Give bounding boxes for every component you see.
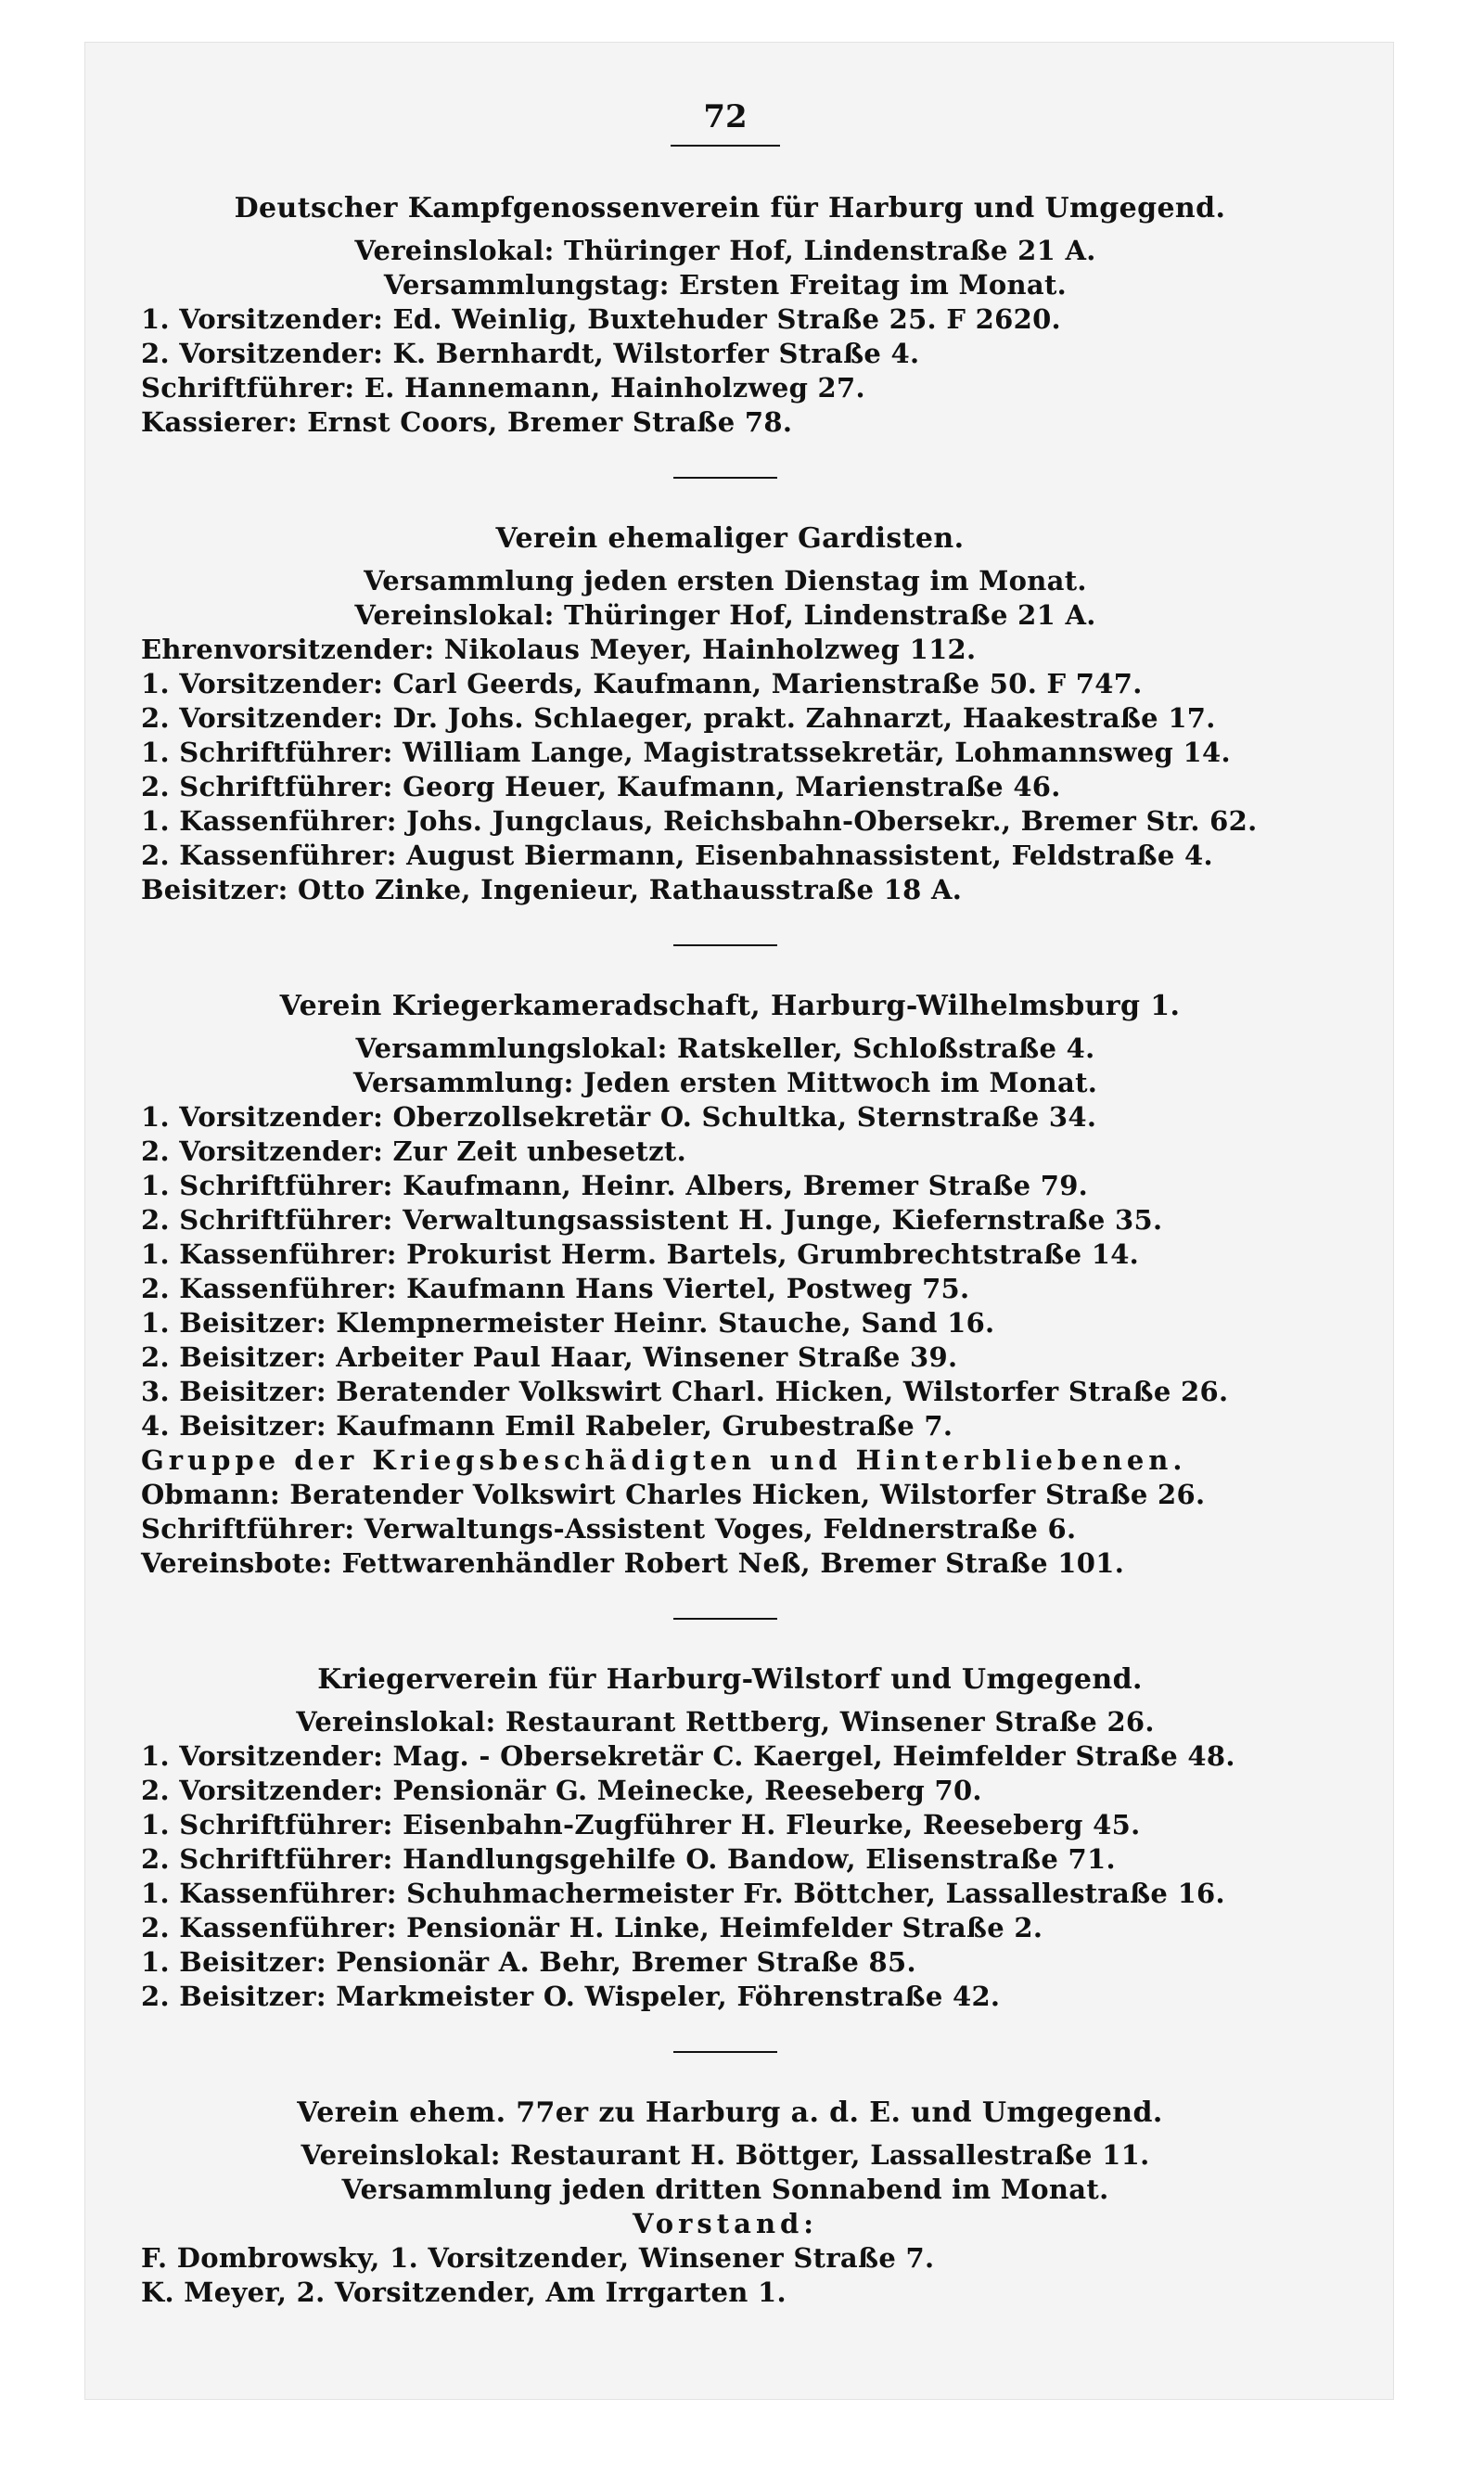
entry-line: 1. Kassenführer: Johs. Jungclaus, Reichsbahn-Obersekr., Bremer Str. 62. bbox=[141, 805, 1258, 837]
entry-line: 1. Beisitzer: Klempnermeister Heinr. Stauche, Sand 16. bbox=[141, 1307, 995, 1339]
entry-line: Vereinslokal: Thüringer Hof, Lindenstraße 21 A. bbox=[354, 235, 1096, 266]
entry-line: Versammlung: Jeden ersten Mittwoch im Monat. bbox=[352, 1067, 1098, 1098]
section-divider bbox=[673, 1618, 777, 1620]
entry-line: F. Dombrowsky, 1. Vorsitzender, Winsener Straße 7. bbox=[141, 2242, 935, 2274]
entry-line: Versammlung jeden ersten Dienstag im Monat. bbox=[364, 565, 1087, 596]
entry-line: Schriftführer: Verwaltungs-Assistent Voges, Feldnerstraße 6. bbox=[141, 1513, 1077, 1545]
association-list bbox=[141, 191, 1347, 2310]
entry-line: Vereinslokal: Restaurant Rettberg, Winsener Straße 26. bbox=[296, 1706, 1155, 1738]
page-number-rule bbox=[671, 145, 780, 147]
entry-line: 2. Kassenführer: Kaufmann Hans Viertel, Postweg 75. bbox=[141, 1273, 970, 1304]
association-section bbox=[141, 191, 1347, 440]
entry-line: 2. Beisitzer: Arbeiter Paul Haar, Winsener Straße 39. bbox=[141, 1341, 958, 1373]
entry-line: Obmann: Beratender Volkswirt Charles Hicken, Wilstorfer Straße 26. bbox=[141, 1479, 1206, 1510]
entry-line: Vorstand: bbox=[632, 2208, 819, 2239]
section-divider bbox=[673, 944, 777, 946]
association-section bbox=[141, 989, 1347, 1581]
association-title: Deutscher Kampfgenossenverein für Harburg und Umgegend. bbox=[234, 192, 1226, 224]
association-title: Kriegerverein für Harburg-Wilstorf und Umgegend. bbox=[317, 1663, 1143, 1696]
entry-line: 1. Kassenführer: Schuhmachermeister Fr. Böttcher, Lassallestraße 16. bbox=[141, 1878, 1225, 1909]
entry-line: 1. Kassenführer: Prokurist Herm. Bartels, Grumbrechtstraße 14. bbox=[141, 1238, 1140, 1270]
entry-line: Vereinsbote: Fettwarenhändler Robert Neß, Bremer Straße 101. bbox=[141, 1547, 1125, 1579]
entry-line: 2. Kassenführer: August Biermann, Eisenbahnassistent, Feldstraße 4. bbox=[141, 840, 1213, 871]
entry-line: Ehrenvorsitzender: Nikolaus Meyer, Hainholzweg 112. bbox=[141, 634, 977, 665]
entry-line: 2. Vorsitzender: Dr. Johs. Schlaeger, prakt. Zahnarzt, Haakestraße 17. bbox=[141, 702, 1216, 734]
entry-line: 2. Beisitzer: Markmeister O. Wispeler, Föhrenstraße 42. bbox=[141, 1981, 1001, 2012]
entry-line: 1. Vorsitzender: Ed. Weinlig, Buxtehuder Straße 25. F 2620. bbox=[141, 303, 1061, 335]
entry-line: 1. Beisitzer: Pensionär A. Behr, Bremer Straße 85. bbox=[141, 1946, 916, 1978]
entry-line: 3. Beisitzer: Beratender Volkswirt Charl. Hicken, Wilstorfer Straße 26. bbox=[141, 1376, 1229, 1407]
entry-line: 2. Schriftführer: Georg Heuer, Kaufmann, Marienstraße 46. bbox=[141, 771, 1061, 802]
association-section bbox=[141, 2096, 1347, 2310]
entry-line: 2. Schriftführer: Handlungsgehilfe O. Bandow, Elisenstraße 71. bbox=[141, 1843, 1116, 1875]
entry-line: Gruppe der Kriegsbeschädigten und Hinterbliebenen. bbox=[141, 1444, 1187, 1476]
entry-line: Vereinslokal: Restaurant H. Böttger, Lassallestraße 11. bbox=[301, 2139, 1150, 2171]
entry-line: 1. Vorsitzender: Oberzollsekretär O. Schultka, Sternstraße 34. bbox=[141, 1101, 1097, 1133]
entry-line: Vereinslokal: Thüringer Hof, Lindenstraße 21 A. bbox=[354, 599, 1096, 631]
entry-line: 1. Schriftführer: Kaufmann, Heinr. Albers, Bremer Straße 79. bbox=[141, 1170, 1089, 1201]
document-page bbox=[85, 43, 1393, 2399]
entry-line: 1. Vorsitzender: Carl Geerds, Kaufmann, Marienstraße 50. F 747. bbox=[141, 668, 1143, 699]
entry-line: 2. Schriftführer: Verwaltungsassistent H. Junge, Kiefernstraße 35. bbox=[141, 1204, 1163, 1236]
entry-line: 2. Vorsitzender: K. Bernhardt, Wilstorfer Straße 4. bbox=[141, 338, 920, 369]
association-section bbox=[141, 521, 1347, 907]
association-title: Verein Kriegerkameradschaft, Harburg-Wilhelmsburg 1. bbox=[279, 990, 1181, 1022]
association-section bbox=[141, 1662, 1347, 2014]
entry-line: Kassierer: Ernst Coors, Bremer Straße 78. bbox=[141, 406, 793, 438]
entry-line: Versammlungstag: Ersten Freitag im Monat. bbox=[383, 269, 1068, 301]
entry-line: 2. Kassenführer: Pensionär H. Linke, Heimfelder Straße 2. bbox=[141, 1912, 1043, 1943]
entry-line: 1. Schriftführer: William Lange, Magistratssekretär, Lohmannsweg 14. bbox=[141, 737, 1231, 768]
entry-line: K. Meyer, 2. Vorsitzender, Am Irrgarten 1. bbox=[141, 2276, 787, 2308]
entry-line: 1. Schriftführer: Eisenbahn-Zugführer H. Fleurke, Reeseberg 45. bbox=[141, 1809, 1141, 1840]
association-title: Verein ehemaliger Gardisten. bbox=[495, 522, 965, 555]
entry-line: Versammlungslokal: Ratskeller, Schloßstraße 4. bbox=[355, 1032, 1095, 1064]
entry-line: 1. Vorsitzender: Mag. - Obersekretär C. Kaergel, Heimfelder Straße 48. bbox=[141, 1740, 1235, 1772]
entry-line: 2. Vorsitzender: Zur Zeit unbesetzt. bbox=[141, 1135, 686, 1167]
page-number: 72 bbox=[703, 98, 748, 135]
entry-line: Schriftführer: E. Hannemann, Hainholzweg 27. bbox=[141, 372, 865, 404]
entry-line: 4. Beisitzer: Kaufmann Emil Rabeler, Grubestraße 7. bbox=[141, 1410, 953, 1442]
page-content bbox=[141, 89, 1347, 2319]
entry-line: Versammlung jeden dritten Sonnabend im Monat. bbox=[341, 2174, 1109, 2205]
entry-line: 2. Vorsitzender: Pensionär G. Meinecke, Reeseberg 70. bbox=[141, 1775, 982, 1806]
association-title: Verein ehem. 77er zu Harburg a. d. E. und Umgegend. bbox=[297, 2097, 1163, 2129]
section-divider bbox=[673, 477, 777, 479]
entry-line: Beisitzer: Otto Zinke, Ingenieur, Rathausstraße 18 A. bbox=[141, 874, 963, 905]
section-divider bbox=[673, 2051, 777, 2053]
